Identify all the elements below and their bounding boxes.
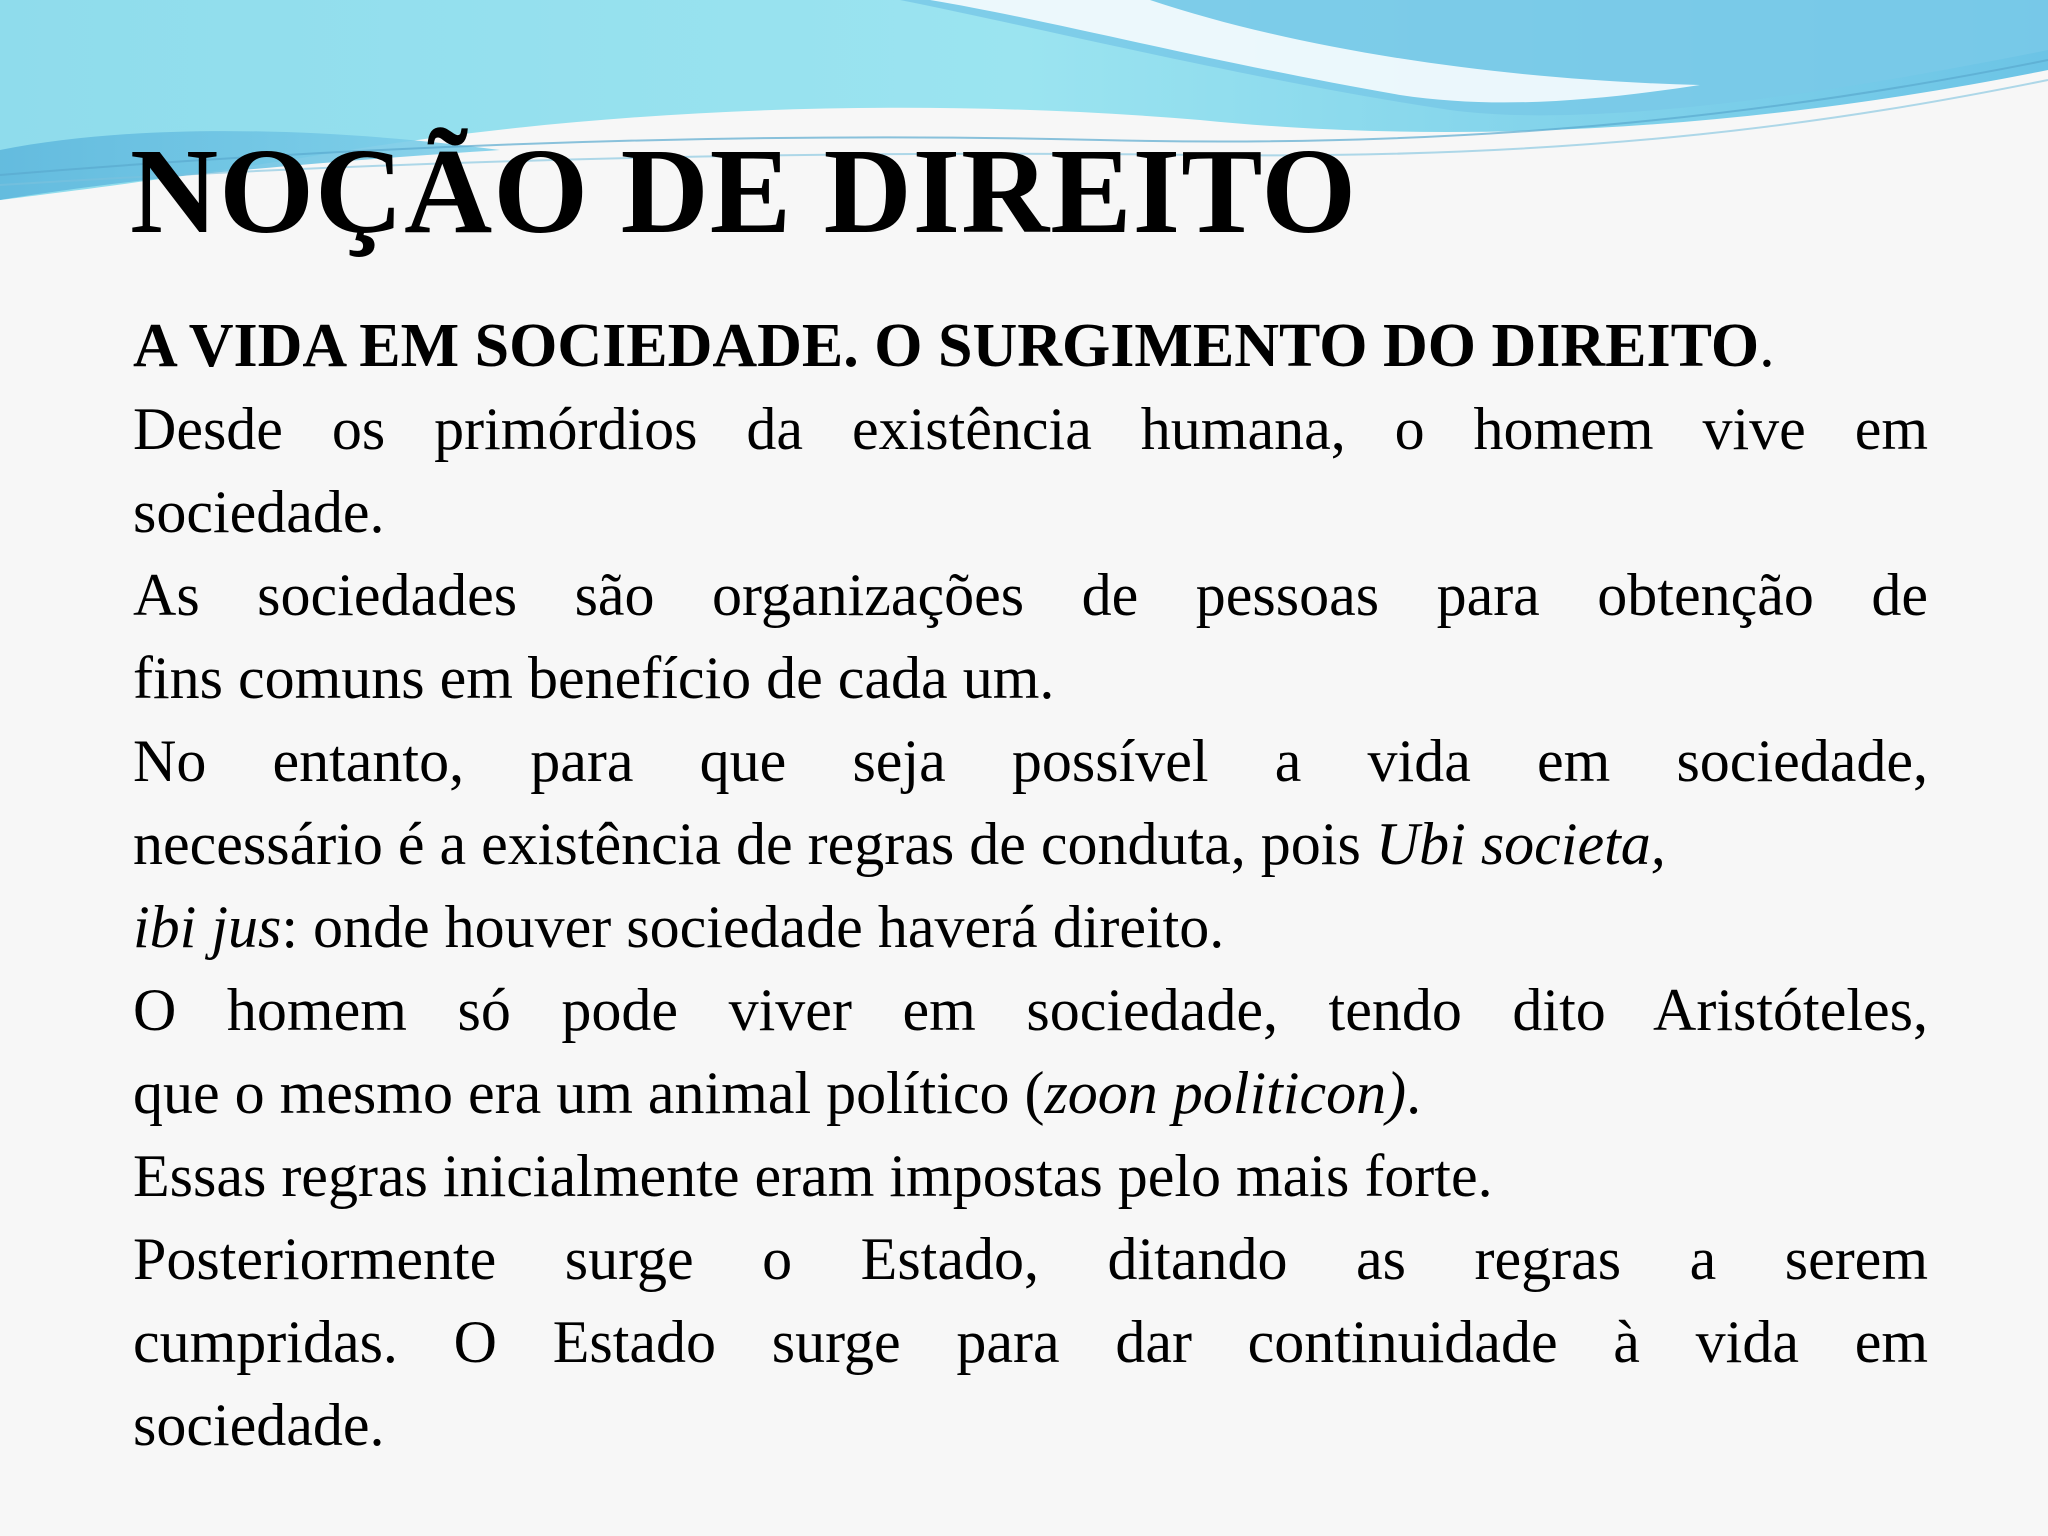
slide-subtitle (133, 305, 1928, 388)
paragraph-3-text-b: : onde houver sociedade haverá direito. (281, 894, 1225, 960)
paragraph-6-line-2: cumpridas. O Estado surge para dar continuidade à vida em (133, 1309, 1928, 1375)
paragraph-3-line-2 (133, 803, 1928, 886)
paragraph-2 (133, 554, 1928, 720)
paragraph-1-line-1: Desde os primórdios da existência humana, o homem vive em (133, 396, 1928, 462)
page-title: NOÇÃO DE DIREITO (130, 124, 1358, 259)
paragraph-3-line-3 (133, 886, 1928, 969)
paragraph-6 (133, 1218, 1928, 1467)
paragraph-4-text-b: . (1406, 1060, 1422, 1126)
slide-body (133, 305, 1928, 1467)
paragraph-3-line-1: No entanto, para que seja possível a vida em sociedade, (133, 728, 1928, 794)
paragraph-3 (133, 720, 1928, 969)
paragraph-5-line-1: Essas regras inicialmente eram impostas pelo mais forte. (133, 1143, 1493, 1209)
subtitle-text: A VIDA EM SOCIEDADE. O SURGIMENTO DO DIREITO (133, 312, 1760, 380)
paragraph-4-line-1: O homem só pode viver em sociedade, tendo dito Aristóteles, (133, 977, 1928, 1043)
paragraph-6-line-3: sociedade. (133, 1392, 385, 1458)
latin-phrase-part-2: ibi jus (133, 894, 282, 960)
paragraph-4-text-a: que o mesmo era um animal político ( (133, 1060, 1045, 1126)
latin-phrase-part-1: Ubi societa, (1375, 811, 1666, 877)
paragraph-1 (133, 388, 1928, 554)
paragraph-5 (133, 1135, 1928, 1218)
subtitle-period: . (1759, 312, 1775, 380)
paragraph-4 (133, 969, 1928, 1135)
paragraph-1-line-2: sociedade. (133, 479, 385, 545)
paragraph-6-line-1: Posteriormente surge o Estado, ditando as regras a serem (133, 1226, 1928, 1292)
paragraph-4-line-2 (133, 1052, 1928, 1135)
paragraph-3-text-a: necessário é a existência de regras de conduta, pois (133, 811, 1376, 877)
paragraph-2-line-2: fins comuns em benefício de cada um. (133, 645, 1055, 711)
greek-phrase: zoon politicon) (1044, 1060, 1407, 1126)
paragraph-2-line-1: As sociedades são organizações de pessoas para obtenção de (133, 562, 1928, 628)
